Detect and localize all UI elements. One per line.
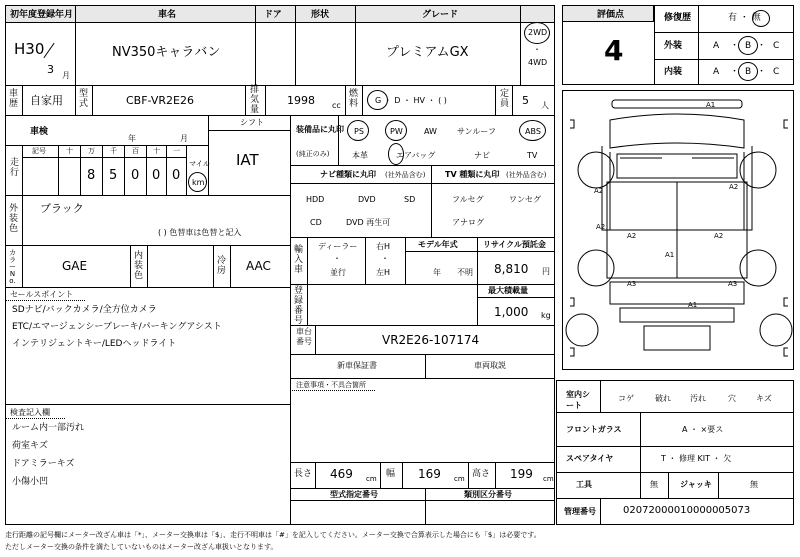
reg-month: 3: [47, 63, 54, 76]
navi-hdd: HDD: [306, 195, 325, 204]
score-label: 評価点: [597, 10, 625, 20]
mileage-label: 走行: [9, 158, 19, 178]
diagram-code-a2-center-right: A2: [714, 232, 724, 240]
selling-points-label: セールスポイント: [10, 290, 74, 299]
seat-label: 室内シート: [566, 390, 590, 410]
fuel-selected-circle: [367, 90, 388, 110]
model-label: 型式: [78, 89, 88, 109]
equip-airbag: エアバッグ: [396, 151, 436, 160]
repair-options: 有 ・ 無: [728, 13, 761, 23]
selling-point-3: インテリジェントキー/LEDヘッドライト: [12, 339, 177, 349]
model-year-value: 不明: [457, 268, 473, 277]
usage-value: 自家用: [30, 94, 63, 107]
displacement-unit: cc: [332, 101, 341, 110]
jack-label: ジャッキ: [680, 480, 712, 489]
shift-label: シフト: [240, 118, 264, 127]
length-value: 469: [330, 467, 353, 481]
recycle-value: 8,810: [494, 262, 529, 276]
spare-options: T ・ 修理 KIT ・ 欠: [661, 454, 732, 463]
type-model-label: 型式指定番号: [330, 490, 378, 499]
capacity-label: 定員: [499, 89, 509, 109]
drive-4wd: 4WD: [528, 58, 548, 67]
import-dot: ・: [333, 254, 341, 263]
recycle-label: リサイクル預託金: [483, 240, 546, 249]
exterior-a: A: [713, 41, 720, 51]
import-parallel: 並行: [330, 268, 346, 277]
main-sheet-frame: [5, 5, 555, 525]
repair-selected-circle: [752, 10, 770, 27]
shift-value: IAT: [236, 151, 259, 169]
tv-sub: (社外品含む): [506, 171, 547, 179]
tv-oneseg: ワンセグ: [509, 195, 541, 204]
footer-note-1: 走行距離の記号欄にメーター改ざん車は「*」、メーター交換車は「$」、走行不明車は「#」を記入してください。メーター交換で合算表示した場合にも「$」は必要です。: [5, 531, 541, 539]
diagram-code-a1-mid: A1: [665, 251, 675, 259]
max-load-value: 1,000: [494, 305, 529, 319]
mileage-sub-100k: 十: [66, 147, 73, 155]
mileage-digit-1: 8: [87, 168, 96, 183]
diagram-code-a2-center: A2: [627, 232, 637, 240]
import-right: 右H: [376, 242, 391, 251]
km-circle: [188, 172, 207, 192]
width-label: 幅: [386, 469, 396, 479]
exterior-selected-circle: [738, 36, 758, 55]
length-label: 長さ: [294, 469, 313, 479]
equipment-label: 装備品に丸印: [296, 125, 344, 134]
displacement-value: 1998: [287, 94, 315, 107]
exterior-b: B: [745, 41, 752, 51]
seat-opt-hole: 穴: [728, 394, 736, 403]
door-label: ドア: [264, 10, 282, 20]
car-name: NV350キャラバン: [112, 45, 221, 60]
spare-label: スペアタイヤ: [566, 454, 614, 463]
equip-airbag-circle: [388, 143, 404, 165]
usage-label: 車歴: [8, 89, 18, 109]
navi-sub: (社外品含む): [385, 171, 426, 179]
shape-label: 形状: [311, 10, 330, 20]
reg-no-label: 登録番号: [293, 286, 303, 326]
drive-dot: ・: [533, 45, 541, 54]
tools-value: 無: [650, 480, 658, 489]
diagram-code-a2-left-rear: A2: [596, 223, 606, 231]
reg-month-unit: 月: [62, 71, 70, 80]
exterior-c: C: [773, 41, 780, 51]
recycle-unit: 円: [542, 267, 550, 276]
ac-value: AAC: [246, 259, 271, 273]
mileage-digit-3: 0: [131, 168, 140, 183]
color-note: ( ) 色替車は色替と記入: [158, 228, 242, 237]
caution-label: 注意事項・不具合箇所: [296, 381, 366, 389]
repair-label: 修復歴: [664, 13, 692, 23]
mile-label: マイル: [189, 160, 210, 168]
glass-label: フロントガラス: [566, 425, 622, 434]
warranty-new-car: 新車保証書: [337, 361, 377, 370]
interior-b: B: [745, 67, 752, 77]
equip-ps: PS: [354, 127, 364, 136]
displacement-label: 排気量: [249, 85, 259, 115]
color-label: 外装色: [8, 204, 18, 234]
interior-label: 内装: [664, 67, 683, 77]
fuel-options: G ・ D ・ HV ・ ( ): [375, 96, 447, 105]
capacity-unit: 人: [541, 101, 549, 110]
model-year-label: モデル年式: [418, 240, 458, 249]
interior-selected-circle: [738, 62, 758, 81]
exterior-dot-1: ・: [730, 41, 740, 51]
max-load-unit: kg: [541, 311, 551, 320]
tv-analog: アナログ: [452, 218, 484, 227]
score-value: 4: [604, 34, 624, 67]
chassis-label: 車台番号: [296, 327, 312, 346]
mgmt-value: 02072000010000005073: [623, 505, 751, 516]
import-left: 左H: [376, 268, 391, 277]
type-class-label: 類別区分番号: [464, 490, 512, 499]
interior-a: A: [713, 67, 720, 77]
max-load-label: 最大積載量: [488, 286, 528, 295]
diagram-code-a2-left-front: A2: [594, 187, 604, 195]
shaken-year-unit: 年: [128, 134, 136, 143]
equip-sunroof: サンルーフ: [457, 127, 496, 136]
mileage-digit-5: 0: [172, 168, 181, 183]
color-value: ブラック: [40, 202, 84, 215]
drive-2wd: 2WD: [528, 28, 548, 37]
note-line-2: 荷室キズ: [12, 441, 48, 451]
km-label: km: [192, 178, 205, 187]
mileage-digit-2: 5: [109, 168, 118, 183]
seat-opt-scratch: キズ: [756, 394, 772, 403]
shaken-label: 車検: [30, 127, 49, 137]
equip-pw-circle: [385, 120, 407, 141]
equip-ps-circle: [347, 120, 369, 141]
mileage-sub-1k: 千: [110, 147, 117, 155]
width-unit: cm: [454, 475, 465, 483]
diagram-code-a3-left: A3: [627, 280, 637, 288]
fuel-label: 燃料: [348, 89, 358, 109]
note-line-4: 小傷小凹: [12, 477, 49, 487]
equipment-sub: (純正のみ): [296, 150, 330, 158]
equip-aw: AW: [424, 127, 437, 136]
jack-value: 無: [750, 480, 758, 489]
seat-opt-scorch: コゲ: [618, 394, 634, 403]
first-reg-label: 初年度登録年月: [10, 10, 74, 20]
notes-label: 検査記入欄: [10, 408, 50, 417]
seat-opt-dirt: 汚れ: [690, 394, 706, 403]
diagram-code-a1-front: A1: [706, 101, 716, 109]
diagram-code-a1-rear: A1: [688, 301, 698, 309]
width-value: 169: [418, 467, 441, 481]
mileage-sub-symbol: 記号: [32, 147, 46, 155]
equip-pw: PW: [390, 127, 403, 136]
import-dealer: ディーラー: [318, 242, 358, 251]
grade-value: プレミアムGX: [386, 45, 469, 60]
mileage-sub-10: 十: [153, 147, 160, 155]
navi-dvd: DVD: [358, 195, 376, 204]
height-value: 199: [510, 467, 533, 481]
note-line-1: ルーム内一部汚れ: [12, 423, 85, 433]
era-year: H30: [14, 40, 45, 58]
navi-cd: CD: [310, 218, 322, 227]
name-label: 車名: [158, 10, 177, 20]
selling-point-1: SDナビ/バックカメラ/全方位カメラ: [12, 305, 157, 315]
diagram-code-a3-right: A3: [728, 280, 738, 288]
tools-label: 工具: [576, 480, 592, 489]
diagram-code-a2-right-front: A2: [729, 183, 739, 191]
mileage-sub-1: 一: [173, 147, 180, 155]
seat-opt-tear: 破れ: [655, 394, 671, 403]
equip-tv: TV: [527, 151, 538, 160]
interior-c: C: [773, 67, 780, 77]
glass-options: A ・ ×要ス: [682, 425, 724, 434]
navi-label: ナビ種類に丸印: [320, 170, 376, 179]
color-code-value: GAE: [62, 259, 88, 273]
warranty-manual: 車両取説: [474, 361, 506, 370]
model-value: CBF-VR2E26: [126, 94, 194, 107]
chassis-value: VR2E26-107174: [382, 333, 480, 347]
color-code-label: カラーNo.: [9, 249, 16, 285]
interior-dot-1: ・: [730, 67, 740, 77]
mgmt-label: 管理番号: [564, 507, 596, 516]
footer-note-2: ただしメーター交換の条件を満たしていないものはメーター改ざん車扱いとなります。: [5, 543, 278, 551]
tv-label: TV 種類に丸印: [445, 170, 500, 179]
capacity-value: 5: [522, 94, 529, 107]
model-year-unit: 年: [433, 268, 441, 277]
height-label: 高さ: [472, 469, 491, 479]
mileage-digit-4: 0: [152, 168, 161, 183]
mileage-sub-10k: 万: [88, 147, 95, 155]
grade-label: グレード: [422, 10, 459, 20]
exterior-dot-2: ・: [757, 41, 767, 51]
ac-label: 冷房: [216, 256, 226, 276]
length-unit: cm: [366, 475, 377, 483]
import-lr-dot: ・: [381, 254, 389, 263]
navi-sd: SD: [404, 195, 416, 204]
note-line-3: ドアミラーキズ: [12, 459, 75, 469]
selling-point-2: ETC/エマージェンシーブレーキ/パーキングアシスト: [12, 322, 222, 332]
interior-dot-2: ・: [757, 67, 767, 77]
navi-dvd-play: DVD 再生可: [346, 218, 391, 227]
exterior-label: 外装: [664, 41, 683, 51]
equip-navi: ナビ: [474, 151, 490, 160]
interior-color-label: 内装色: [133, 251, 143, 281]
equip-abs-circle: [519, 120, 546, 141]
shaken-month-unit: 月: [180, 134, 188, 143]
height-unit: cm: [543, 475, 554, 483]
equip-abs: ABS: [525, 127, 541, 136]
equip-leather: 本革: [352, 151, 368, 160]
import-label: 輸入車: [293, 245, 303, 275]
mileage-sub-100: 百: [132, 147, 139, 155]
tv-fullseg: フルセグ: [452, 195, 484, 204]
